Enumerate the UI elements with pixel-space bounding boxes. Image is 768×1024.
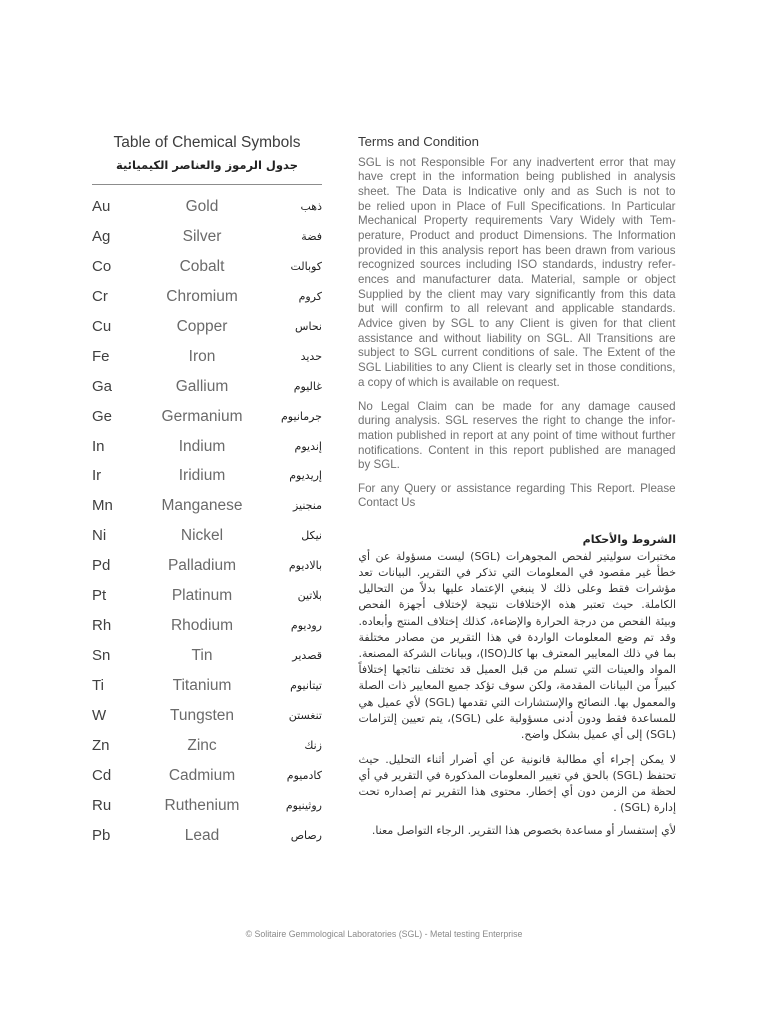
terms-line: notifications. Content in this report published are managed (358, 443, 676, 457)
terms-line: SGL is not Responsible For any inadvertent error that may (358, 155, 676, 169)
element-name-arabic: منجنيز (292, 499, 322, 513)
element-row (92, 551, 322, 581)
terms-line-arabic: كبيراً من البيانات المقدمة، ولكن سوف تؤكد جميع المعايير ذات الصلة (358, 679, 676, 693)
element-name-arabic: كادميوم (286, 768, 322, 782)
terms-paragraph-arabic (358, 549, 676, 743)
element-name: Chromium (166, 287, 238, 305)
element-name-arabic: غاليوم (293, 379, 322, 393)
element-name-arabic: كوبالت (290, 259, 322, 273)
element-name-arabic: بالاديوم (288, 559, 322, 573)
terms-line-arabic: لا يمكن إجراء أي مطالبة قانونية عن أي أضرار أثناء التحليل. حيث (358, 753, 676, 766)
element-symbol: Co (92, 257, 112, 275)
terms-line: SGL Liabilities to any Client is clearly set in those conditions, (358, 361, 676, 375)
element-symbol: Cr (92, 287, 108, 305)
element-name-arabic: تنغستن (288, 708, 322, 722)
element-row (92, 342, 322, 372)
terms-line: Advice given by SGL to any Client is given for that client (358, 317, 676, 331)
terms-line-arabic: للمساعدة فقط ودون أدنى مسؤولية على (SGL)، يتم تعيين إلتزامات (358, 711, 676, 725)
element-row (92, 761, 322, 791)
element-symbol: Fe (92, 347, 110, 365)
element-name: Copper (176, 317, 228, 335)
element-symbol: Pd (92, 557, 111, 575)
terms-line: during analysis. SGL reserves the right to change the infor- (358, 414, 676, 428)
element-name: Platinum (171, 587, 233, 605)
element-row (92, 312, 322, 342)
element-row (92, 611, 322, 641)
element-symbol: Au (92, 198, 111, 215)
element-name-arabic: نيكل (301, 529, 322, 543)
element-symbol: Zn (92, 736, 110, 754)
element-row (92, 491, 322, 521)
terms-line: For any Query or assistance regarding This Report. Please (358, 481, 676, 495)
terms-line: Supplied by the client may vary significantly from this data (358, 287, 676, 301)
element-row (92, 432, 322, 462)
element-row (92, 222, 322, 252)
table-title: Table of Chemical Symbols (113, 134, 301, 151)
terms-line: provided in this analysis report has been drawn from various (358, 243, 676, 257)
element-name-arabic: رصاص (290, 828, 322, 842)
element-row (92, 461, 322, 491)
element-name: Tin (191, 647, 213, 665)
terms-line: No Legal Claim can be made for any damage caused (358, 399, 676, 413)
terms-line: recognized sources including ISO standards, industry refer- (358, 258, 676, 272)
terms-line: ences and manufacturer data. Material, sample or object (358, 273, 676, 286)
element-name-arabic: فضة (301, 229, 322, 243)
element-row (92, 731, 322, 761)
element-row (92, 641, 322, 671)
terms-heading: Terms and Condition (358, 134, 479, 149)
element-symbol: Pt (92, 587, 107, 605)
terms-line-arabic: بما في ذلك المعايير المعترف بها كالـ(ISO)، وبيانات الشركة المصنعة. (358, 647, 676, 661)
terms-line-arabic: (SGL) إلى أي عميل بشكل واضح. (520, 727, 676, 741)
element-name-arabic: نحاس (295, 319, 322, 333)
element-name: Rhodium (170, 617, 234, 635)
element-row (92, 671, 322, 701)
element-row (92, 521, 322, 551)
terms-line: Contact Us (358, 496, 416, 510)
terms-line: perature, Product and product Dimensions. The Information (358, 228, 676, 242)
element-name: Silver (182, 227, 222, 245)
terms-line-arabic: تحتفظ (SGL) بالحق في تغيير المعلومات المذكورة في التقرير في أي (358, 769, 676, 782)
element-row (92, 252, 322, 282)
terms-line: subject to SGL current conditions of sale. The Extent of the (358, 346, 676, 360)
element-symbol: Mn (92, 497, 113, 515)
element-symbol: Cu (92, 317, 112, 335)
terms-line-arabic: وقد تم وضع المعلومات الواردة في هذا التقرير من مصادر مختلفة (358, 630, 676, 644)
element-symbol: W (92, 706, 107, 724)
element-name-arabic: إريديوم (289, 469, 322, 483)
element-name: Palladium (167, 557, 237, 575)
element-name: Ruthenium (164, 796, 240, 814)
table-title-arabic: جدول الرموز والعناصر الكيميائية (116, 158, 298, 172)
terms-line-arabic: إدارة (SGL) . (613, 801, 676, 814)
terms-line-arabic: لحظة من الزمن دون أي إخطار. محتوى هذا التقرير تم إصداره تحت (358, 785, 676, 798)
element-row (92, 372, 322, 402)
element-row (92, 402, 322, 432)
element-row (92, 282, 322, 312)
element-name-arabic: إنديوم (294, 439, 322, 453)
element-name-arabic: ذهب (300, 200, 322, 213)
element-name: Zinc (187, 736, 217, 754)
element-name-arabic: زنك (304, 738, 322, 752)
terms-line: have crept in the information being published in analysis (358, 170, 676, 184)
element-row (92, 581, 322, 611)
element-name: Indium (178, 437, 226, 455)
terms-line: assistance and without liability on SGL. All Transitions are (358, 331, 676, 345)
element-name: Tungsten (169, 706, 235, 724)
element-row (92, 821, 322, 851)
element-name: Nickel (180, 527, 224, 545)
element-symbol: Ir (92, 467, 102, 485)
terms-line-arabic: مختبرات سوليتير لفحص المجوهرات (SGL) ليست مسؤولة عن أي (358, 549, 676, 563)
element-name: Iridium (178, 467, 226, 485)
element-name: Manganese (161, 497, 243, 515)
terms-line-arabic: والمعمول بها. النصائح والإستشارات التي تقدمها (SGL) لأي عميل هي (358, 695, 676, 709)
element-name-arabic: قصدير (292, 649, 322, 663)
terms-paragraph (358, 482, 676, 511)
terms-line-arabic: الكاملة. حيث تعتبر هذه الإختلافات نتيجة لإختلاف أجهزة الفحص (358, 598, 676, 612)
terms-paragraph-arabic (358, 823, 676, 839)
terms-line: by SGL. (358, 458, 400, 472)
terms-line: sheet. The Data is Indicative only and as Such is not to (358, 184, 676, 198)
element-name: Gold (185, 198, 219, 215)
element-symbol: Ga (92, 377, 113, 395)
element-name: Cobalt (179, 257, 225, 275)
terms-paragraph (358, 400, 676, 473)
element-symbol: Rh (92, 617, 112, 635)
element-symbol: Ti (92, 677, 104, 694)
element-symbol: In (92, 437, 105, 455)
element-symbol: Ni (92, 527, 107, 545)
symbols-table (92, 192, 322, 851)
element-row (92, 791, 322, 821)
terms-line: mation published in report at any point of time without further (358, 429, 676, 443)
element-symbol: Ru (92, 796, 112, 814)
element-name-arabic: روديوم (290, 619, 322, 633)
element-row (92, 192, 322, 222)
terms-line: a copy of which is available on request. (358, 375, 560, 389)
element-name-arabic: تيتانيوم (290, 679, 322, 692)
terms-line-arabic: المواد والعينات التي تسلم من قبل العميل قد تختلف نتائجها إختلافاً (358, 663, 676, 677)
element-name: Lead (184, 826, 220, 844)
element-symbol: Sn (92, 647, 111, 665)
element-symbol: Pb (92, 826, 111, 844)
element-symbol: Cd (92, 766, 112, 784)
element-name-arabic: جرمانيوم (281, 409, 322, 423)
element-name-arabic: بلاتين (297, 589, 322, 603)
terms-line: but will confirm to all relevant and applicable standards. (358, 302, 676, 316)
element-row (92, 701, 322, 731)
element-name-arabic: روثينيوم (285, 798, 322, 812)
terms-line-arabic: لأي إستفسار أو مساعدة بخصوص هذا التقرير. الرجاء التواصل معنا. (371, 824, 676, 837)
element-name: Germanium (161, 407, 243, 425)
terms-line-arabic: مؤشرات فقط وعلى ذلك لا ينبغي الإعتماد عليها بدلاً من التحاليل (358, 582, 676, 596)
terms-line-arabic: خطأ غير مقصود في المعلومات التي تذكر في التقرير. البيانات تعد (358, 566, 676, 580)
element-name: Cadmium (168, 766, 236, 784)
terms-paragraph (358, 156, 676, 391)
terms-paragraph-arabic (358, 752, 676, 816)
terms-heading-arabic: الشروط والأحكام (582, 533, 676, 546)
element-symbol: Ag (92, 227, 111, 245)
title-divider (92, 184, 322, 185)
element-name: Iron (188, 347, 216, 365)
terms-line: be relied upon in Place of Full Specifications. In Particular (358, 199, 676, 213)
terms-line: Mechanical Property requirements Vary Widely with Tem- (358, 214, 676, 228)
footer-copyright: © Solitaire Gemmological Laboratories (SGL) - Metal testing Enterprise (245, 929, 523, 939)
terms-line-arabic: وبيئة الفحص من درجة الحرارة والإضاءة، كذلك إختلاف المنتج وأبعاده. (358, 614, 676, 628)
element-symbol: Ge (92, 407, 113, 425)
element-name-arabic: كروم (298, 289, 322, 303)
element-name: Gallium (175, 377, 229, 395)
element-name: Titanium (172, 677, 232, 694)
element-name-arabic: حديد (300, 349, 322, 363)
